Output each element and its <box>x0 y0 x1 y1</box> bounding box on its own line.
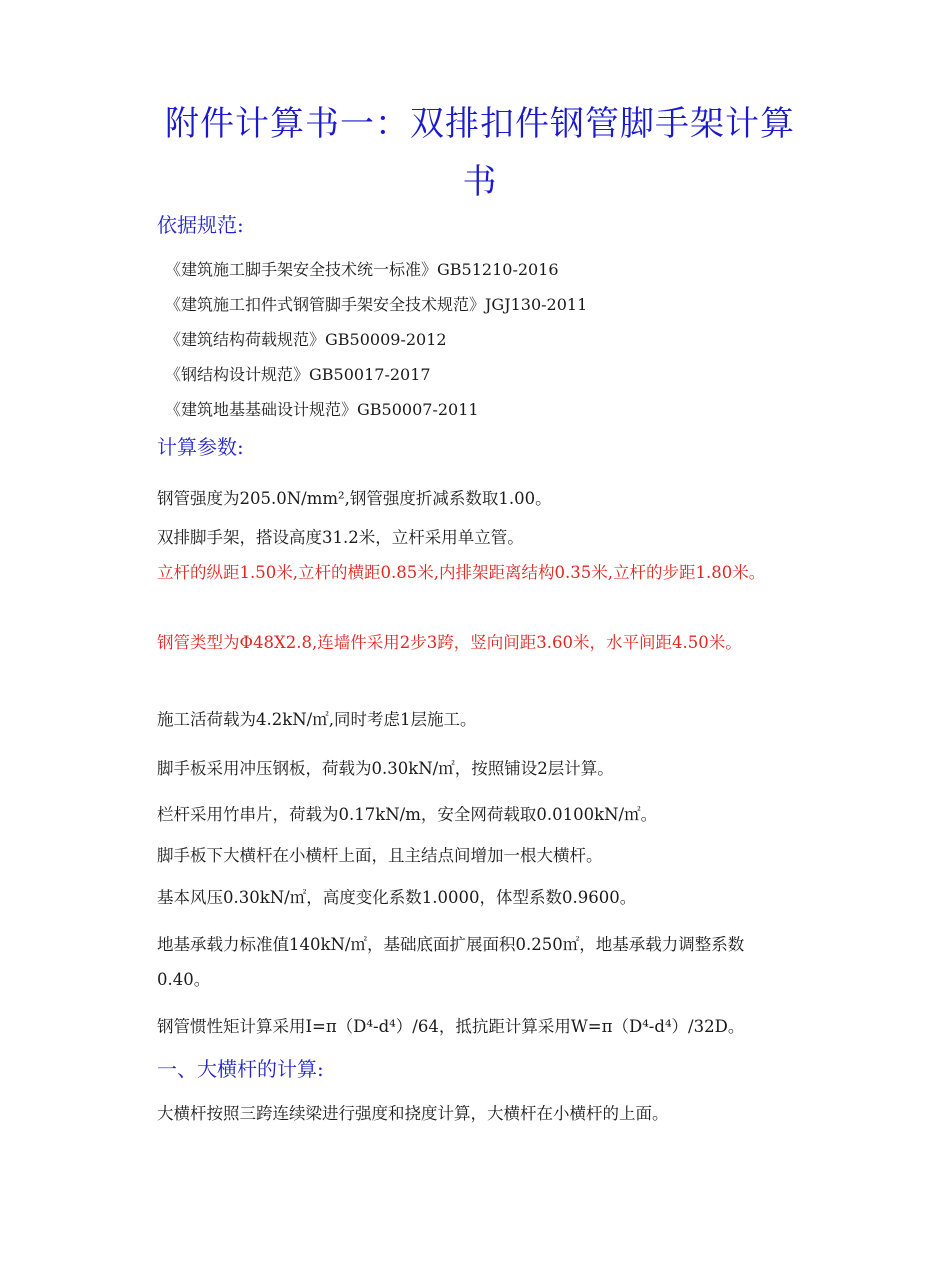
reference-item: 《建筑地基基础设计规范》GB50007-2011 <box>165 400 479 419</box>
section1-heading: 一、大横杆的计算: <box>157 1057 324 1081</box>
params-heading: 计算参数: <box>157 435 244 459</box>
param-foundation: 地基承载力标准值140kN/㎡，基础底面扩展面积0.250㎡，地基承载力调整系数0.40。 <box>157 935 745 989</box>
param-scaffold-height: 双排脚手架，搭设高度31.2米，立杆采用单立管。 <box>157 528 524 547</box>
reference-item: 《建筑施工脚手架安全技术统一标准》GB51210-2016 <box>165 260 559 279</box>
param-railing: 栏杆采用竹串片，荷载为0.17kN/m，安全网荷载取0.0100kN/㎡。 <box>157 805 658 824</box>
document-title: 附件计算书一：双排扣件钢管脚手架计算书 <box>165 104 795 202</box>
section1-text: 大横杆按照三跨连续梁进行强度和挠度计算，大横杆在小横杆的上面。 <box>157 1104 669 1123</box>
param-inertia-formula: 钢管惯性矩计算采用I=π（D⁴-d⁴）/64，抵抗距计算采用W=π（D⁴-d⁴）/32D。 <box>157 1017 745 1036</box>
param-tube-type: 钢管类型为Φ48X2.8,连墙件采用2步3跨，竖向间距3.60米，水平间距4.50米。 <box>157 633 742 652</box>
param-steel-strength: 钢管强度为205.0N/mm²,钢管强度折减系数取1.00。 <box>157 489 552 508</box>
param-scaffold-board: 脚手板采用冲压钢板，荷载为0.30kN/㎡，按照铺设2层计算。 <box>157 759 614 778</box>
reference-item: 《建筑结构荷载规范》GB50009-2012 <box>165 330 447 349</box>
param-live-load: 施工活荷载为4.2kN/㎡,同时考虑1层施工。 <box>157 710 477 729</box>
param-pole-spacing: 立杆的纵距1.50米,立杆的横距0.85米,内排架距离结构0.35米,立杆的步距1.80米。 <box>157 563 766 582</box>
basis-heading: 依据规范: <box>157 213 244 237</box>
reference-item: 《钢结构设计规范》GB50017-2017 <box>165 365 431 384</box>
param-ledger-layout: 脚手板下大横杆在小横杆上面，且主结点间增加一根大横杆。 <box>157 846 603 865</box>
reference-item: 《建筑施工扣件式钢管脚手架安全技术规范》JGJ130-2011 <box>165 295 588 314</box>
param-wind-pressure: 基本风压0.30kN/㎡，高度变化系数1.0000，体型系数0.9600。 <box>157 888 637 907</box>
